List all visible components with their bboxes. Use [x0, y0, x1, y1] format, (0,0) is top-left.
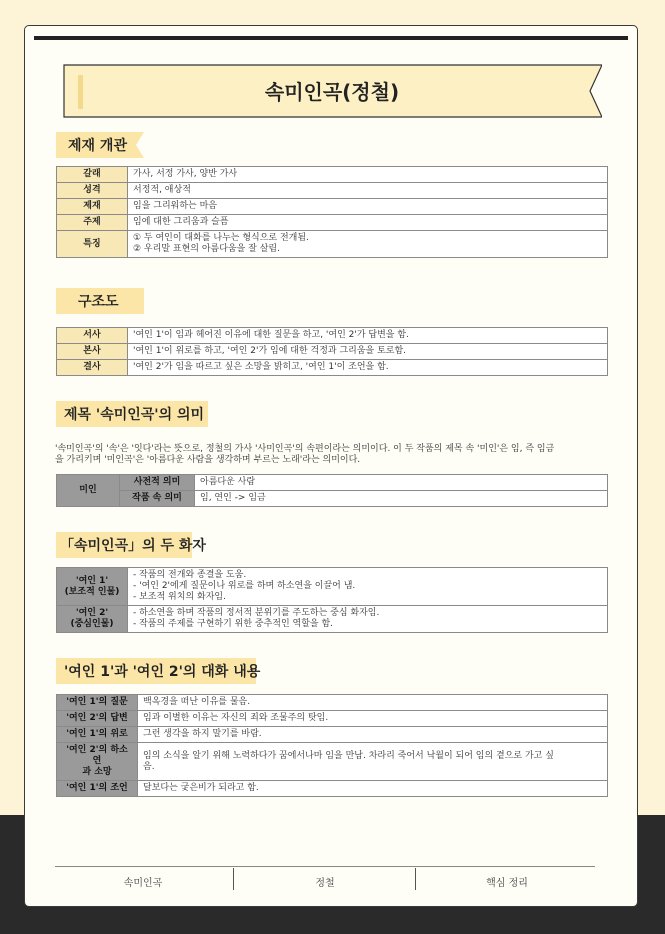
overview-table — [56, 166, 608, 258]
footer-work-title: 속미인곡 — [123, 878, 163, 889]
table-row: 작품 속 의미 임, 연인 -> 임금 — [57, 491, 608, 507]
table-row: '여인 1'의 위로 그런 생각을 하지 말기를 바람. — [57, 727, 608, 743]
speakers-table — [56, 567, 608, 633]
footer-section-label: 핵심 정리 — [486, 878, 528, 889]
page-title: 속미인곡(정철) — [264, 80, 400, 104]
table-row: '여인 2'의 하소연 과 소망 임의 소식을 알기 위해 노력하다가 꿈에서나마 임을 만남. 차라리 죽어서 낙월이 되어 임의 곁으로 가고 싶 음. — [57, 743, 608, 781]
structure-table — [56, 327, 608, 376]
table-row: 성격 서정적, 애상적 — [57, 183, 608, 199]
table-row: '여인 2'의 답변 임과 이별한 이유는 자신의 죄와 조물주의 탓임. — [57, 711, 608, 727]
table-row: 결사 '여인 2'가 임을 따르고 싶은 소망을 밝히고, '여인 1'이 조언을 함. — [57, 360, 608, 376]
table-row: '여인 2' (중심인물) - 하소연을 하며 작품의 정서적 분위기를 주도하는 중심 화자임. - 작품의 주제를 구현하기 위한 중추적인 역할을 함. — [57, 606, 608, 633]
document-page: 속미인곡(정철) 제재 개관 갈래 가사, 서정 가사, 양반 가사 성격 서정적, 애상적 제재 임을 그리워하는 마음 주제 임에 대한 그리움과 슬픔 특징 ① 두 여인이 대화를 나누는 형식으로 전개됨. ② 우리말 표현의 아름다움을 잘 살림. 구조도 서사 '여인 1'이 임과 헤어진 이유에 대한 질문을 하고, '여인 2'가 답변을 함. 본사 '여인 1'이 위로를 하고, '여인 2'가 임에 대한 걱정과 그리움을 토로함. 결사 '여인 2'가 임을 따르고 싶은 소망을 밝히고, '여인 1'이 조언을 함. 제목 '속미인곡'의 의미 '속미인곡'의 '속'은 '잇다'라는 뜻으로, 정철의 가사 '사미인곡'의 속편이라는 의미이다. 이 두 작품의 제목 속 '미인'은 임, 즉 임금 을 가리키며 '미인곡'은 '아름다운 사람을 생각하며 부르는 노래'라는 의미이다. 미인 사전적 의미 아름다운 사람 작품 속 의미 임, 연인 -> 임금 「속미인곡」의 두 화자 '여인 1' (보조적 인물) - 작품의 전개와 종결을 도움. - '여인 2'에게 질문이나 위로를 하며 하소연을 이끌어 냄. - 보조적 위치의 화자임. '여인 2' (중심인물) - 하소연을 하며 작품의 정서적 분위기를 주도하는 중심 화자임. - 작품의 주제를 구현하기 위한 중추적인 역할을 함. '여인 1'과 '여인 2'의 대화 내용 '여인 1'의 질문 백옥경을 떠난 이유를 물음. '여인 2'의 답변 임과 이별한 이유는 자신의 죄와 조물주의 탓임. '여인 1'의 위로 그런 생각을 하지 말기를 바람. '여인 2'의 하소연 과 소망 임의 소식을 알기 위해 노력하다가 꿈에서나마 임을 만남. 차라리 죽어서 낙월이 되어 임의 곁으로 가고 싶 음. '여인 1'의 조언 달보다는 궂은비가 되라고 함. 속미인곡 정철 핵심 정리 — [24, 25, 638, 907]
table-row: '여인 1'의 조언 달보다는 궂은비가 되라고 함. — [57, 781, 608, 797]
table-row: '여인 1'의 질문 백옥경을 떠난 이유를 물음. — [57, 695, 608, 711]
table-row: 갈래 가사, 서정 가사, 양반 가사 — [57, 167, 608, 183]
footer-divider — [415, 868, 416, 890]
title-banner — [62, 63, 602, 119]
footer-author: 정철 — [315, 878, 335, 889]
table-row: 제재 임을 그리워하는 마음 — [57, 199, 608, 215]
title-meaning-table — [56, 474, 608, 507]
top-rule — [34, 36, 628, 40]
footer-divider — [233, 868, 234, 890]
title-meaning-paragraph: '속미인곡'의 '속'은 '잇다'라는 뜻으로, 정철의 가사 '사미인곡'의 속편이라는 의미이다. 이 두 작품의 제목 속 '미인'은 임, 즉 임금 을 가리키며 '미인곡'은 '아름다운 사람을 생각하며 부르는 노래'라는 의미이다. — [55, 444, 555, 465]
table-row: 서사 '여인 1'이 임과 헤어진 이유에 대한 질문을 하고, '여인 2'가 답변을 함. — [57, 328, 608, 344]
dialogue-table — [56, 694, 608, 797]
footer-rule — [55, 866, 595, 867]
table-row: '여인 1' (보조적 인물) - 작품의 전개와 종결을 도움. - '여인 2'에게 질문이나 위로를 하며 하소연을 이끌어 냄. - 보조적 위치의 화자임. — [57, 568, 608, 606]
table-row: 특징 ① 두 여인이 대화를 나누는 형식으로 전개됨. ② 우리말 표현의 아름다움을 잘 살림. — [57, 231, 608, 258]
table-row: 주제 임에 대한 그리움과 슬픔 — [57, 215, 608, 231]
table-row: 미인 사전적 의미 아름다운 사람 — [57, 475, 608, 491]
table-row: 본사 '여인 1'이 위로를 하고, '여인 2'가 임에 대한 걱정과 그리움을 토로함. — [57, 344, 608, 360]
